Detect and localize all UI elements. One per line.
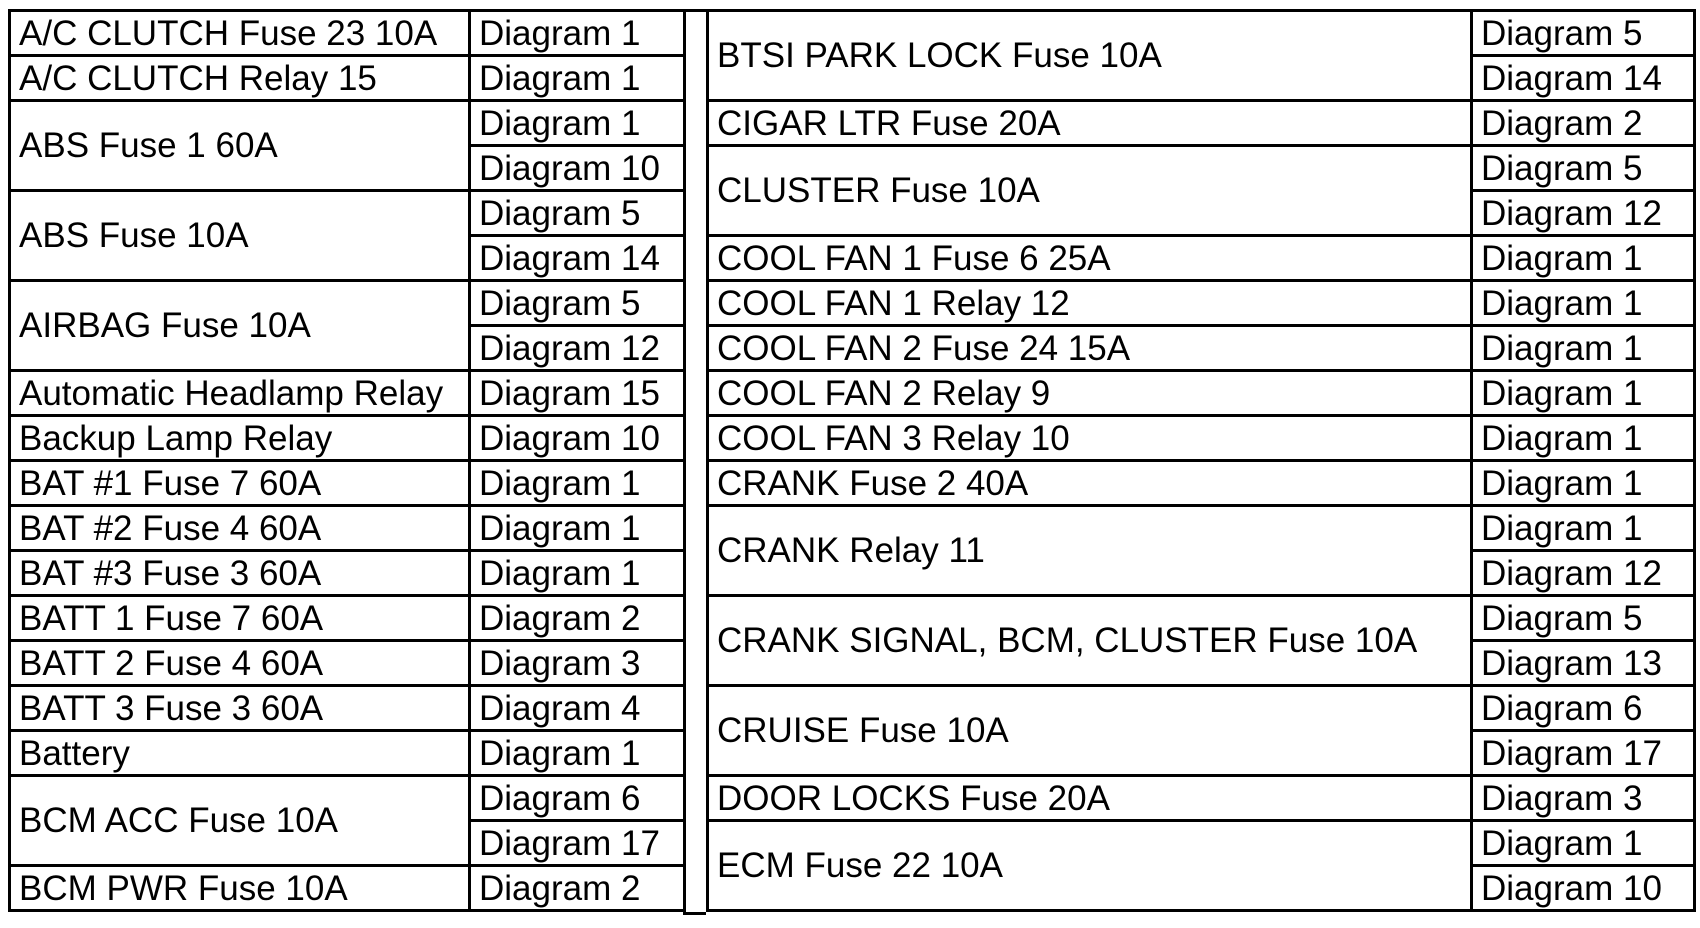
table-row: [10, 461, 685, 506]
table-row: [10, 551, 685, 596]
component-cell: COOL FAN 1 Fuse 6 25A: [708, 236, 1472, 281]
diagram-link[interactable]: Diagram 1: [470, 101, 685, 146]
component-cell: CRANK Fuse 2 40A: [708, 461, 1472, 506]
component-cell: COOL FAN 1 Relay 12: [708, 281, 1472, 326]
diagram-link[interactable]: Diagram 1: [1472, 326, 1695, 371]
component-index: [8, 9, 1693, 915]
table-row: [10, 191, 685, 236]
right-index-table: [706, 9, 1696, 912]
table-row: [708, 461, 1695, 506]
diagram-link[interactable]: Diagram 4: [470, 686, 685, 731]
diagram-link[interactable]: Diagram 1: [1472, 821, 1695, 866]
diagram-link[interactable]: Diagram 2: [470, 596, 685, 641]
component-cell: COOL FAN 3 Relay 10: [708, 416, 1472, 461]
table-row: [10, 371, 685, 416]
diagram-link[interactable]: Diagram 1: [470, 731, 685, 776]
diagram-link[interactable]: Diagram 13: [1472, 641, 1695, 686]
component-cell: CRANK SIGNAL, BCM, CLUSTER Fuse 10A: [708, 596, 1472, 686]
table-row: [10, 506, 685, 551]
diagram-link[interactable]: Diagram 1: [1472, 506, 1695, 551]
diagram-link[interactable]: Diagram 1: [1472, 371, 1695, 416]
component-cell: ABS Fuse 10A: [10, 191, 470, 281]
diagram-link[interactable]: Diagram 17: [1472, 731, 1695, 776]
diagram-link[interactable]: Diagram 1: [470, 11, 685, 56]
diagram-link[interactable]: Diagram 5: [1472, 146, 1695, 191]
table-row: [708, 236, 1695, 281]
diagram-link[interactable]: Diagram 6: [470, 776, 685, 821]
component-cell: COOL FAN 2 Fuse 24 15A: [708, 326, 1472, 371]
diagram-link[interactable]: Diagram 1: [1472, 281, 1695, 326]
diagram-link[interactable]: Diagram 1: [470, 461, 685, 506]
component-cell: A/C CLUTCH Fuse 23 10A: [10, 11, 470, 56]
diagram-link[interactable]: Diagram 10: [1472, 866, 1695, 911]
component-cell: ECM Fuse 22 10A: [708, 821, 1472, 911]
table-row: [708, 596, 1695, 641]
diagram-link[interactable]: Diagram 10: [470, 416, 685, 461]
diagram-link[interactable]: Diagram 12: [470, 326, 685, 371]
table-row: [708, 821, 1695, 866]
diagram-link[interactable]: Diagram 12: [1472, 551, 1695, 596]
diagram-link[interactable]: Diagram 12: [1472, 191, 1695, 236]
component-cell: CRANK Relay 11: [708, 506, 1472, 596]
table-row: [708, 326, 1695, 371]
diagram-link[interactable]: Diagram 3: [1472, 776, 1695, 821]
diagram-link[interactable]: Diagram 3: [470, 641, 685, 686]
component-cell: BATT 1 Fuse 7 60A: [10, 596, 470, 641]
table-row: [10, 641, 685, 686]
table-row: [10, 596, 685, 641]
table-row: [708, 506, 1695, 551]
table-row: [10, 56, 685, 101]
component-cell: CLUSTER Fuse 10A: [708, 146, 1472, 236]
diagram-link[interactable]: Diagram 5: [470, 281, 685, 326]
left-index-table: [8, 9, 686, 912]
component-cell: BATT 3 Fuse 3 60A: [10, 686, 470, 731]
component-cell: BAT #2 Fuse 4 60A: [10, 506, 470, 551]
diagram-link[interactable]: Diagram 5: [470, 191, 685, 236]
component-cell: BTSI PARK LOCK Fuse 10A: [708, 11, 1472, 101]
table-row: [10, 686, 685, 731]
diagram-link[interactable]: Diagram 1: [470, 56, 685, 101]
diagram-link[interactable]: Diagram 1: [1472, 416, 1695, 461]
component-cell: AIRBAG Fuse 10A: [10, 281, 470, 371]
component-cell: BAT #1 Fuse 7 60A: [10, 461, 470, 506]
diagram-link[interactable]: Diagram 15: [470, 371, 685, 416]
table-row: [10, 776, 685, 821]
diagram-link[interactable]: Diagram 1: [1472, 461, 1695, 506]
component-cell: Battery: [10, 731, 470, 776]
table-row: [10, 731, 685, 776]
diagram-link[interactable]: Diagram 2: [470, 866, 685, 911]
diagram-link[interactable]: Diagram 1: [1472, 236, 1695, 281]
table-row: [10, 416, 685, 461]
diagram-link[interactable]: Diagram 14: [1472, 56, 1695, 101]
component-cell: CIGAR LTR Fuse 20A: [708, 101, 1472, 146]
table-row: [708, 686, 1695, 731]
diagram-link[interactable]: Diagram 17: [470, 821, 685, 866]
table-row: [708, 146, 1695, 191]
table-row: [10, 281, 685, 326]
diagram-link[interactable]: Diagram 1: [470, 506, 685, 551]
component-cell: Automatic Headlamp Relay: [10, 371, 470, 416]
diagram-link[interactable]: Diagram 1: [470, 551, 685, 596]
table-row: [708, 281, 1695, 326]
component-cell: Backup Lamp Relay: [10, 416, 470, 461]
table-row: [10, 866, 685, 911]
component-cell: BCM PWR Fuse 10A: [10, 866, 470, 911]
component-cell: COOL FAN 2 Relay 9: [708, 371, 1472, 416]
column-gap: [683, 9, 706, 915]
table-row: [708, 11, 1695, 56]
component-cell: CRUISE Fuse 10A: [708, 686, 1472, 776]
diagram-link[interactable]: Diagram 10: [470, 146, 685, 191]
table-row: [708, 776, 1695, 821]
table-row: [708, 371, 1695, 416]
component-cell: BCM ACC Fuse 10A: [10, 776, 470, 866]
table-row: [708, 101, 1695, 146]
component-cell: BATT 2 Fuse 4 60A: [10, 641, 470, 686]
table-row: [10, 101, 685, 146]
table-row: [708, 416, 1695, 461]
diagram-link[interactable]: Diagram 14: [470, 236, 685, 281]
component-cell: ABS Fuse 1 60A: [10, 101, 470, 191]
component-cell: A/C CLUTCH Relay 15: [10, 56, 470, 101]
diagram-link[interactable]: Diagram 6: [1472, 686, 1695, 731]
component-cell: DOOR LOCKS Fuse 20A: [708, 776, 1472, 821]
table-row: [10, 11, 685, 56]
diagram-link[interactable]: Diagram 2: [1472, 101, 1695, 146]
diagram-link[interactable]: Diagram 5: [1472, 11, 1695, 56]
component-cell: BAT #3 Fuse 3 60A: [10, 551, 470, 596]
diagram-link[interactable]: Diagram 5: [1472, 596, 1695, 641]
